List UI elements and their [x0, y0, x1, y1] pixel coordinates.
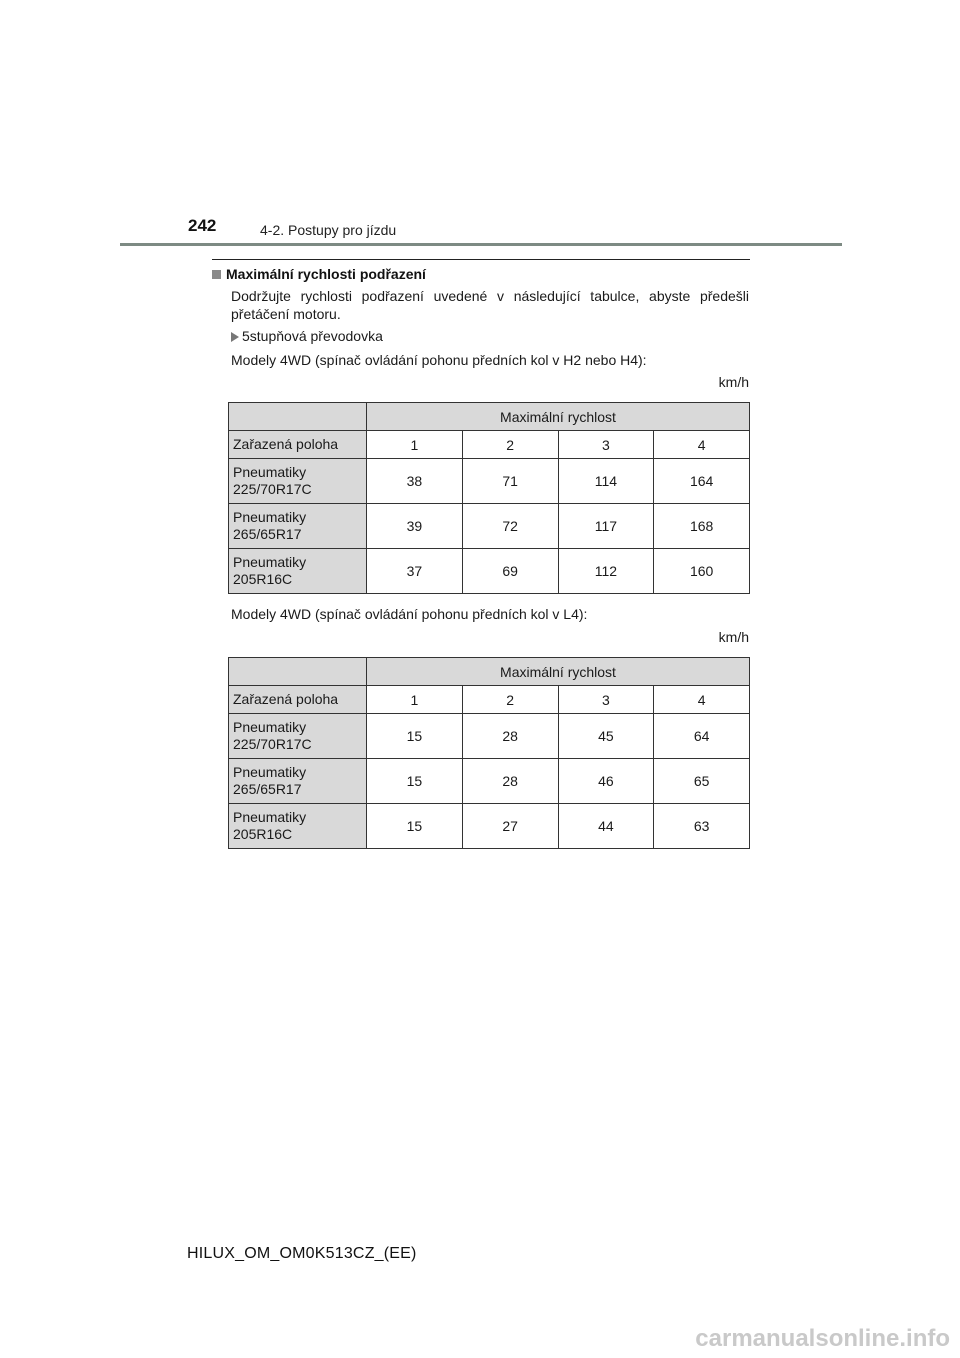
- speed-cell: 15: [367, 714, 463, 759]
- table-2-unit: km/h: [718, 629, 749, 645]
- tire-label: [229, 714, 367, 759]
- tire-label-line: Pneumatiky 205R16C: [233, 554, 307, 587]
- speed-cell: 15: [367, 804, 463, 849]
- speed-cell: 46: [558, 759, 654, 804]
- tire-label: [229, 804, 367, 849]
- tire-label-line: Pneumatiky 205R16C: [233, 809, 307, 842]
- speed-table-l4: [228, 657, 750, 849]
- table-1-caption: Modely 4WD (spínač ovládání pohonu předních kol v H2 nebo H4):: [231, 352, 647, 368]
- tire-label: [229, 459, 367, 504]
- header-divider: [120, 243, 842, 246]
- speed-cell: 65: [654, 759, 750, 804]
- speed-cell: 45: [558, 714, 654, 759]
- position-cell: 3: [558, 431, 654, 459]
- tire-label-line: Pneumatiky 265/65R17: [233, 764, 307, 797]
- speed-cell: 160: [654, 549, 750, 594]
- speed-cell: 168: [654, 504, 750, 549]
- table-corner-cell: [229, 658, 367, 686]
- table-corner-cell: [229, 403, 367, 431]
- table-row: [229, 549, 750, 594]
- speed-cell: 164: [654, 459, 750, 504]
- position-cell: 3: [558, 686, 654, 714]
- tire-label-line: Pneumatiky 225/70R17C: [233, 464, 312, 497]
- table-row: [229, 459, 750, 504]
- table-1-unit: km/h: [718, 374, 749, 390]
- table-2-caption: Modely 4WD (spínač ovládání pohonu předních kol v L4):: [231, 606, 588, 622]
- position-cell: 4: [654, 686, 750, 714]
- speed-cell: 114: [558, 459, 654, 504]
- table-row: [229, 804, 750, 849]
- position-label: Zařazená poloha: [229, 431, 367, 459]
- position-cell: 1: [367, 686, 463, 714]
- table-row: [229, 759, 750, 804]
- table-row: [229, 714, 750, 759]
- section-heading: [212, 266, 426, 282]
- transmission-bullet-text: 5stupňová převodovka: [242, 328, 383, 344]
- section-heading-text: Maximální rychlosti podřazení: [226, 266, 426, 282]
- speed-cell: 28: [462, 714, 558, 759]
- table-header: Maximální rychlost: [367, 403, 750, 431]
- section-title: 4-2. Postupy pro jízdu: [260, 222, 397, 238]
- speed-cell: 27: [462, 804, 558, 849]
- position-cell: 1: [367, 431, 463, 459]
- tire-label-line: Pneumatiky 265/65R17: [233, 509, 307, 542]
- tire-label-line: Pneumatiky 225/70R17C: [233, 719, 312, 752]
- watermark: carmanualsonline.info: [695, 1325, 950, 1352]
- section-divider: [212, 259, 750, 260]
- speed-table-h2-h4: [228, 402, 750, 594]
- speed-cell: 72: [462, 504, 558, 549]
- speed-cell: 69: [462, 549, 558, 594]
- speed-cell: 37: [367, 549, 463, 594]
- tire-label: [229, 549, 367, 594]
- tire-label: [229, 759, 367, 804]
- speed-cell: 63: [654, 804, 750, 849]
- position-cell: 2: [462, 686, 558, 714]
- table-row: [229, 504, 750, 549]
- speed-cell: 39: [367, 504, 463, 549]
- triangle-bullet-icon: [231, 332, 239, 342]
- document-code: HILUX_OM_OM0K513CZ_(EE): [187, 1245, 417, 1262]
- position-label: Zařazená poloha: [229, 686, 367, 714]
- speed-cell: 112: [558, 549, 654, 594]
- tire-label: [229, 504, 367, 549]
- page-number: 242: [188, 216, 217, 235]
- transmission-bullet: [231, 328, 383, 344]
- table-header: Maximální rychlost: [367, 658, 750, 686]
- speed-cell: 28: [462, 759, 558, 804]
- speed-cell: 44: [558, 804, 654, 849]
- position-cell: 4: [654, 431, 750, 459]
- speed-cell: 64: [654, 714, 750, 759]
- square-bullet-icon: [212, 270, 221, 279]
- speed-cell: 117: [558, 504, 654, 549]
- speed-cell: 15: [367, 759, 463, 804]
- section-paragraph: Dodržujte rychlosti podřazení uvedené v následující tabulce, abyste předešli přetáčení motoru.: [231, 288, 749, 322]
- speed-cell: 38: [367, 459, 463, 504]
- speed-cell: 71: [462, 459, 558, 504]
- position-cell: 2: [462, 431, 558, 459]
